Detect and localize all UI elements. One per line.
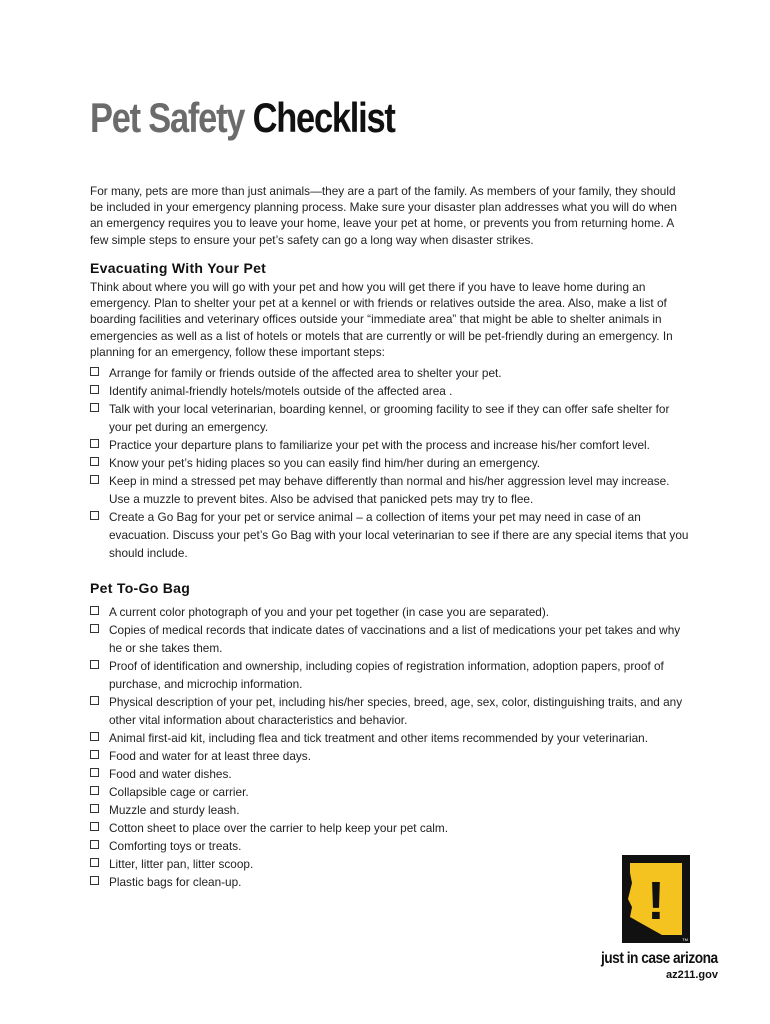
checklist-item-text: Arrange for family or friends outside of the affected area to shelter your pet. bbox=[109, 366, 502, 380]
checklist-item-text: Cotton sheet to place over the carrier to help keep your pet calm. bbox=[109, 821, 449, 835]
logo-url-link[interactable]: az211.gov bbox=[666, 969, 718, 981]
checkbox-icon[interactable] bbox=[90, 804, 99, 813]
checklist-item-text: Food and water dishes. bbox=[109, 767, 232, 781]
checklist-item-text: Know your pet’s hiding places so you can easily find him/her during an emergency. bbox=[109, 456, 541, 470]
checkbox-icon[interactable] bbox=[90, 475, 99, 484]
checklist-item bbox=[90, 400, 690, 436]
checklist-item-text: Physical description of your pet, including his/her species, breed, age, sex, color, distinguishing traits, and any other vital information about characteristics and behavior. bbox=[109, 695, 683, 727]
checklist-item bbox=[90, 747, 690, 765]
checklist-item-text: A current color photograph of you and your pet together (in case you are separated). bbox=[109, 605, 550, 619]
checklist-item bbox=[90, 472, 690, 508]
checklist-item bbox=[90, 436, 690, 454]
togo-checklist bbox=[90, 603, 690, 891]
checklist-item bbox=[90, 454, 690, 472]
checkbox-icon[interactable] bbox=[90, 840, 99, 849]
checklist-item bbox=[90, 657, 690, 693]
checklist-item-text: Keep in mind a stressed pet may behave differently than normal and his/her aggression level may increase. Use a muzzle to prevent bites. Also be advised that panicked pets may try to flee. bbox=[109, 474, 670, 506]
intro-paragraph: For many, pets are more than just animals—they are a part of the family. As members of your family, they should be included in your emergency planning process. Make sure your disaster plan addresses what you will do when an emergency requires you to leave your home, leave your pet at home, or prevents you from returning home. A few simple steps to ensure your pet’s safety can go a long way when disaster strikes. bbox=[90, 184, 677, 247]
checkbox-icon[interactable] bbox=[90, 768, 99, 777]
checkbox-icon[interactable] bbox=[90, 606, 99, 615]
checkbox-icon[interactable] bbox=[90, 660, 99, 669]
checklist-item bbox=[90, 765, 690, 783]
checkbox-icon[interactable] bbox=[90, 511, 99, 520]
checklist-item-text: Food and water for at least three days. bbox=[109, 749, 311, 763]
checklist-item-text: Litter, litter pan, litter scoop. bbox=[109, 857, 254, 871]
checklist-item bbox=[90, 693, 690, 729]
checkbox-icon[interactable] bbox=[90, 750, 99, 759]
checkbox-icon[interactable] bbox=[90, 403, 99, 412]
checklist-item-text: Proof of identification and ownership, including copies of registration information, adoption papers, proof of purchase, and microchip information. bbox=[109, 659, 664, 691]
evacuating-heading: Evacuating With Your Pet bbox=[90, 260, 267, 276]
logo-name: just in case arizona bbox=[601, 950, 718, 967]
exclamation-mark: ! bbox=[647, 871, 665, 931]
checklist-item bbox=[90, 603, 690, 621]
checkbox-icon[interactable] bbox=[90, 822, 99, 831]
checklist-item-text: Identify animal-friendly hotels/motels outside of the affected area . bbox=[109, 384, 453, 398]
checklist-item-text: Plastic bags for clean-up. bbox=[109, 875, 242, 889]
checklist-item-text: Comforting toys or treats. bbox=[109, 839, 242, 853]
checklist-item-text: Talk with your local veterinarian, boarding kennel, or grooming facility to see if they can offer safe shelter for your pet during an emergency. bbox=[109, 402, 670, 434]
page-title bbox=[90, 94, 395, 142]
checkbox-icon[interactable] bbox=[90, 367, 99, 376]
checklist-item-text: Copies of medical records that indicate dates of vaccinations and a list of medications your pet takes and why he or she takes them. bbox=[109, 623, 681, 655]
checkbox-icon[interactable] bbox=[90, 696, 99, 705]
checklist-item bbox=[90, 621, 690, 657]
evacuating-checklist bbox=[90, 364, 690, 562]
checkbox-icon[interactable] bbox=[90, 457, 99, 466]
checkbox-icon[interactable] bbox=[90, 876, 99, 885]
checklist-item bbox=[90, 837, 690, 855]
arizona-logo-icon bbox=[622, 855, 690, 943]
checkbox-icon[interactable] bbox=[90, 786, 99, 795]
checklist-item bbox=[90, 855, 690, 873]
checkbox-icon[interactable] bbox=[90, 439, 99, 448]
title-dark: Checklist bbox=[252, 94, 395, 141]
checkbox-icon[interactable] bbox=[90, 858, 99, 867]
checklist-item-text: Practice your departure plans to familiarize your pet with the process and increase his/her comfort level. bbox=[109, 438, 650, 452]
checklist-item-text: Muzzle and sturdy leash. bbox=[109, 803, 240, 817]
checklist-item bbox=[90, 729, 690, 747]
checklist-item bbox=[90, 873, 690, 891]
checklist-item bbox=[90, 382, 690, 400]
checklist-item bbox=[90, 508, 690, 562]
evacuating-paragraph: Think about where you will go with your pet and how you will get there if you have to leave home during an emergency. Plan to shelter your pet at a kennel or with friends or relatives outside the area. Also, make a list of boarding facilities and veterinary offices outside your “immediate area” that might be able to shelter animals in emergencies as well as a list of hotels or motels that are currently or will be pet-friendly during an emergency. In planning for an emergency, follow these important steps: bbox=[90, 280, 673, 359]
checkbox-icon[interactable] bbox=[90, 385, 99, 394]
checklist-item-text: Collapsible cage or carrier. bbox=[109, 785, 249, 799]
title-light: Pet Safety bbox=[90, 94, 245, 141]
checkbox-icon[interactable] bbox=[90, 624, 99, 633]
checklist-item bbox=[90, 364, 690, 382]
checklist-item bbox=[90, 783, 690, 801]
checklist-item bbox=[90, 819, 690, 837]
checklist-item bbox=[90, 801, 690, 819]
trademark-mark: TM bbox=[682, 937, 688, 942]
checklist-item-text: Animal first-aid kit, including flea and tick treatment and other items recommended by your veterinarian. bbox=[109, 731, 648, 745]
logo-text bbox=[582, 950, 718, 981]
checklist-item-text: Create a Go Bag for your pet or service animal – a collection of items your pet may need in case of an evacuation. Discuss your pet’s Go Bag with your local veterinarian to see if there are any special items that you should include. bbox=[109, 510, 689, 560]
togo-heading: Pet To-Go Bag bbox=[90, 580, 191, 596]
checkbox-icon[interactable] bbox=[90, 732, 99, 741]
